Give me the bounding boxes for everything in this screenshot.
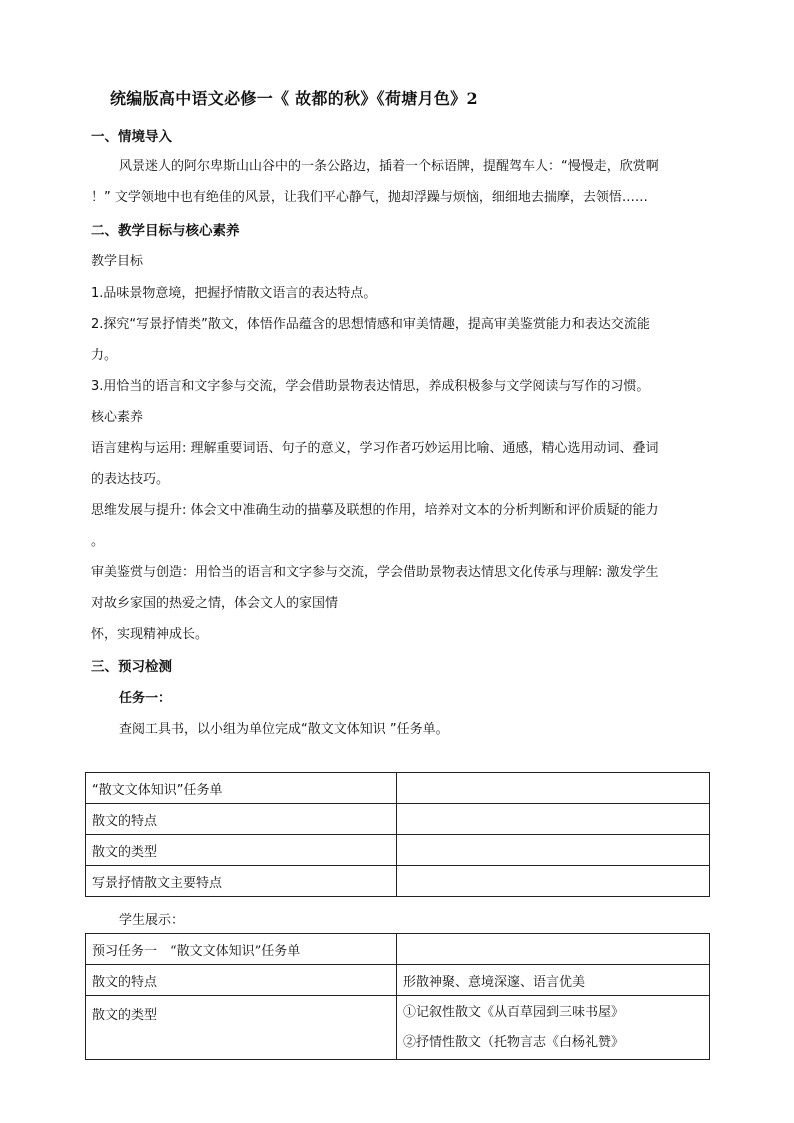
table-cell: 散文的特点 xyxy=(86,804,397,835)
core-item: 审美鉴赏与创造：用恰当的语言和文字参与交流，学会借助景物表达情思文化传承与理解: 激发学生 xyxy=(91,565,659,580)
core-item-continuation: 对故乡家国的热爱之情，体会文人的家国情 xyxy=(91,596,339,611)
core-literacy-label: 核心素养 xyxy=(91,410,144,425)
table-row xyxy=(86,866,710,897)
table-cell-empty[interactable] xyxy=(397,866,710,897)
document-title: 统编版高中语文必修一《 故都的秋》《荷塘月色》2 xyxy=(110,89,478,108)
table-cell xyxy=(397,996,710,1060)
task-text: 查阅工具书，以小组为单位完成“散文文体知识 ”任务单。 xyxy=(119,722,449,737)
table-cell-empty xyxy=(397,934,710,965)
table-row xyxy=(86,804,710,835)
goal-item: 2.探究“写景抒情类”散文，体悟作品蕴含的思想情感和审美情趣，提高审美鉴赏能力和表达交流能 xyxy=(91,317,650,332)
table-cell: 散文的类型 xyxy=(86,835,397,866)
table-cell: 形散神聚、意境深邃、语言优美 xyxy=(397,965,710,996)
core-item-continuation: 。 xyxy=(91,534,105,549)
section-heading-preview: 三、预习检测 xyxy=(91,659,172,675)
table-cell-empty[interactable] xyxy=(397,773,710,804)
core-item-continuation: 的表达技巧。 xyxy=(91,472,170,487)
task-label: 任务一： xyxy=(119,691,172,706)
goal-item: 1.品味景物意境，把握抒情散文语言的表达特点。 xyxy=(91,286,377,301)
table-cell: 散文的特点 xyxy=(86,965,397,996)
student-table xyxy=(85,933,710,1060)
student-show-label: 学生展示： xyxy=(119,913,185,928)
table-row xyxy=(86,965,710,996)
table-cell: 写景抒情散文主要特点 xyxy=(86,866,397,897)
section-heading-goals: 二、教学目标与核心素养 xyxy=(91,223,240,239)
table-row xyxy=(86,835,710,866)
table-row xyxy=(86,996,710,1060)
core-item: 思维发展与提升: 体会文中准确生动的描摹及联想的作用，培养对文本的分析判断和评价质疑的能力 xyxy=(91,503,659,518)
table-cell: 预习任务一 “散文文体知识”任务单 xyxy=(86,934,397,965)
intro-paragraph-line: ！” 文学领地中也有绝佳的风景，让我们平心静气，抛却浮躁与烦恼，细细地去揣摩，去领悟…… xyxy=(91,190,648,205)
intro-paragraph-line: 风景迷人的阿尔卑斯山山谷中的一条公路边，插着一个标语牌，提醒驾车人：“慢慢走，欣赏啊 xyxy=(119,159,659,174)
table-cell: “散文文体知识”任务单 xyxy=(86,773,397,804)
goal-item: 3.用恰当的语言和文字参与交流，学会借助景物表达情思，养成积极参与文学阅读与写作的习惯。 xyxy=(91,379,650,394)
task-table xyxy=(85,772,710,897)
essay-type-line: ①记叙性散文《从百草园到三味书屋》 xyxy=(403,1004,625,1020)
core-item: 语言建构与运用: 理解重要词语、句子的意义，学习作者巧妙运用比喻、通感，精心选用动词、叠词 xyxy=(91,441,659,456)
table-row xyxy=(86,773,710,804)
section-heading-intro: 一、情境导入 xyxy=(91,129,172,145)
table-cell: 散文的类型 xyxy=(86,996,397,1060)
teaching-goals-label: 教学目标 xyxy=(91,254,144,269)
table-row xyxy=(86,934,710,965)
essay-type-line: ②抒情性散文（托物言志《白杨礼赞》 xyxy=(403,1034,625,1050)
table-cell-empty[interactable] xyxy=(397,835,710,866)
goal-item-continuation: 力。 xyxy=(91,348,118,363)
core-item-continuation: 怀，实现精神成长。 xyxy=(91,627,209,642)
table-cell-empty[interactable] xyxy=(397,804,710,835)
